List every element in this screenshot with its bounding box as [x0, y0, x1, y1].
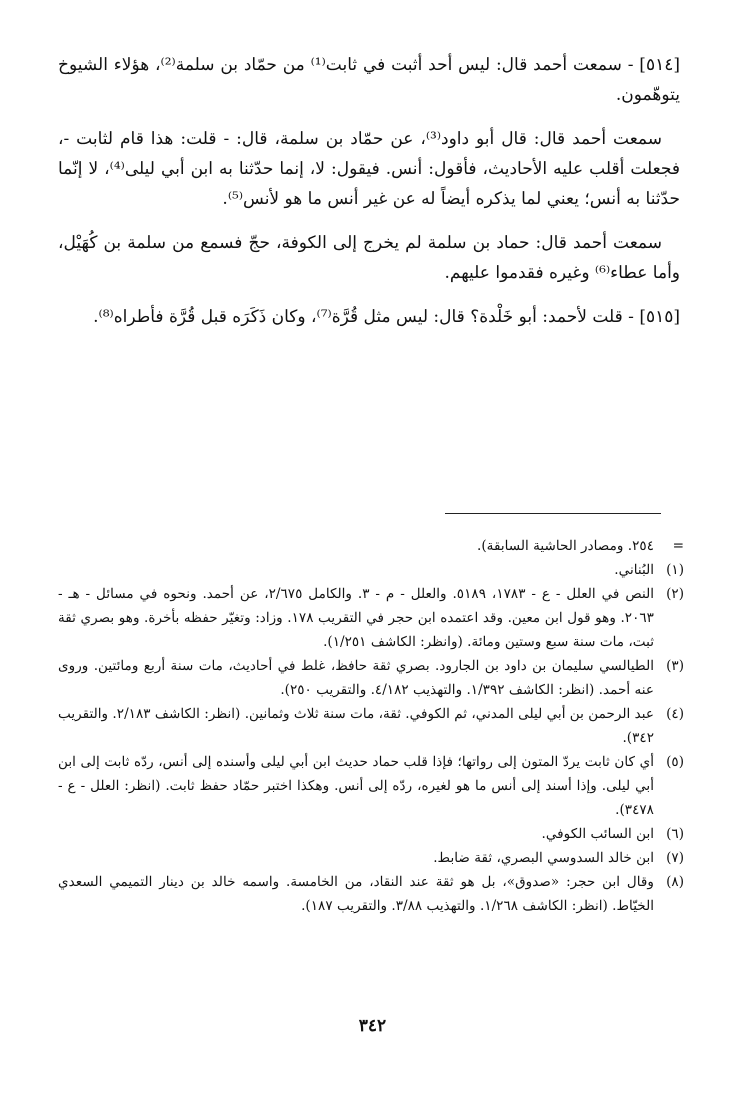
footnote-5: [58, 750, 684, 822]
footnotes: [58, 534, 684, 918]
footnote-6: [58, 822, 684, 846]
footnote-mark: (٨): [666, 874, 684, 890]
footnote-1: [58, 558, 684, 582]
footnote-mark: =: [672, 538, 684, 554]
footnote-text: النص في العلل - ع - ١٧٨٣، ٥١٨٩. والعلل - م - ٣. والكامل ٢/٦٧٥، عن أحمد. ونحوه في مسائل - هـ - ٢٠٦٣. وهو قول ابن معين. وقد اعتمده ابن حجر في التقريب ١٧٨. وزاد: وتغيّر حفظه بأخرة. وهو بصري ثقة ثبت، مات سنة سبع وستين ومائة. (وانظر: الكاشف ١/٢٥١).: [58, 586, 654, 650]
footnote-8: [58, 870, 684, 918]
footnote-mark: (٢): [666, 586, 684, 602]
footnote-text: الطيالسي سليمان بن داود بن الجارود. بصري ثقة حافظ، غلط في أحاديث، مات سنة أربع ومائتين. وروى عنه أحمد. (انظر: الكاشف ١/٣٩٢. والتهذيب ٤/١٨٢. والتقريب ٢٥٠).: [58, 658, 654, 698]
footnote-text: ابن السائب الكوفي.: [541, 826, 654, 842]
footnote-7: [58, 846, 684, 870]
footnote-mark: (٤): [666, 706, 684, 722]
footnote-3: [58, 654, 684, 702]
footnote-mark: (٣): [666, 658, 684, 674]
footnote-text: ٢٥٤. ومصادر الحاشية السابقة).: [477, 538, 654, 554]
paragraph-515: [٥١٥] - قلت لأحمد: أبو خَلْدة؟ قال: ليس مثل قُرَّة⁽⁷⁾، وكان ذَكَرَه قبل قُرَّة فأطراه⁽⁸⁾.: [93, 307, 680, 327]
footnote-mark: (٥): [666, 754, 684, 770]
footnote-continuation: [58, 534, 684, 558]
footnote-mark: (١): [666, 562, 684, 578]
footnote-4: [58, 702, 684, 750]
paragraph-514: [٥١٤] - سمعت أحمد قال: ليس أحد أثبت في ثابت⁽¹⁾ من حمّاد بن سلمة⁽²⁾، هؤلاء الشيوخ يتوهّمون.: [58, 55, 680, 105]
footnote-text: عبد الرحمن بن أبي ليلى المدني، ثم الكوفي. ثقة، مات سنة ثلاث وثمانين. (انظر: الكاشف ٢/١٨٣. والتقريب ٣٤٢).: [58, 706, 654, 746]
page-number: ٣٤٢: [358, 1016, 387, 1036]
footnote-separator: [445, 513, 661, 514]
footnote-text: ابن خالد السدوسي البصري، ثقة ضابط.: [433, 850, 654, 866]
paragraph-abu-dawud: سمعت أحمد قال: قال أبو داود⁽³⁾، عن حمّاد بن سلمة، قال: - قلت: هذا قام لثابت -، فجعلت أقلب عليه الأحاديث، فأقول: أنس. فيقول: لا، إنما حدّثنا به ابن أبي ليلى⁽⁴⁾، لا إنّما حدّثنا به أنس؛ يعني لما يذكره أيضاً له عن غير أنس ما هو لأنس⁽⁵⁾.: [58, 129, 680, 209]
footnote-mark: (٦): [666, 826, 684, 842]
footnote-text: أي كان ثابت يردّ المتون إلى رواتها؛ فإذا قلب حماد حديث ابن أبي ليلى وأسنده إلى أنس، ردّه ثابت إلى ابن أبي ليلى. وإذا أسند إلى أنس ما هو لغيره، ردّه إلى أنس. وهكذا اختبر حمّاد حفظ ثابت. (انظر: العلل - ع - ٣٤٧٨).: [58, 754, 654, 818]
paragraph-hammad-kufa: سمعت أحمد قال: حماد بن سلمة لم يخرج إلى الكوفة، حجّ فسمع من سلمة بن كُهَيْل، وأما عطاء⁽⁶⁾ وغيره فقدموا عليهم.: [58, 233, 680, 283]
footnote-mark: (٧): [666, 850, 684, 866]
footnote-2: [58, 582, 684, 654]
footnote-text: البُناني.: [614, 562, 654, 578]
footnote-text: وقال ابن حجر: «صدوق»، بل هو ثقة عند النقاد، من الخامسة. واسمه خالد بن دينار التميمي السعدي الخيّاط. (انظر: الكاشف ١/٢٦٨. والتهذيب ٣/٨٨. والتقريب ١٨٧).: [58, 874, 654, 914]
main-text: [58, 50, 680, 346]
